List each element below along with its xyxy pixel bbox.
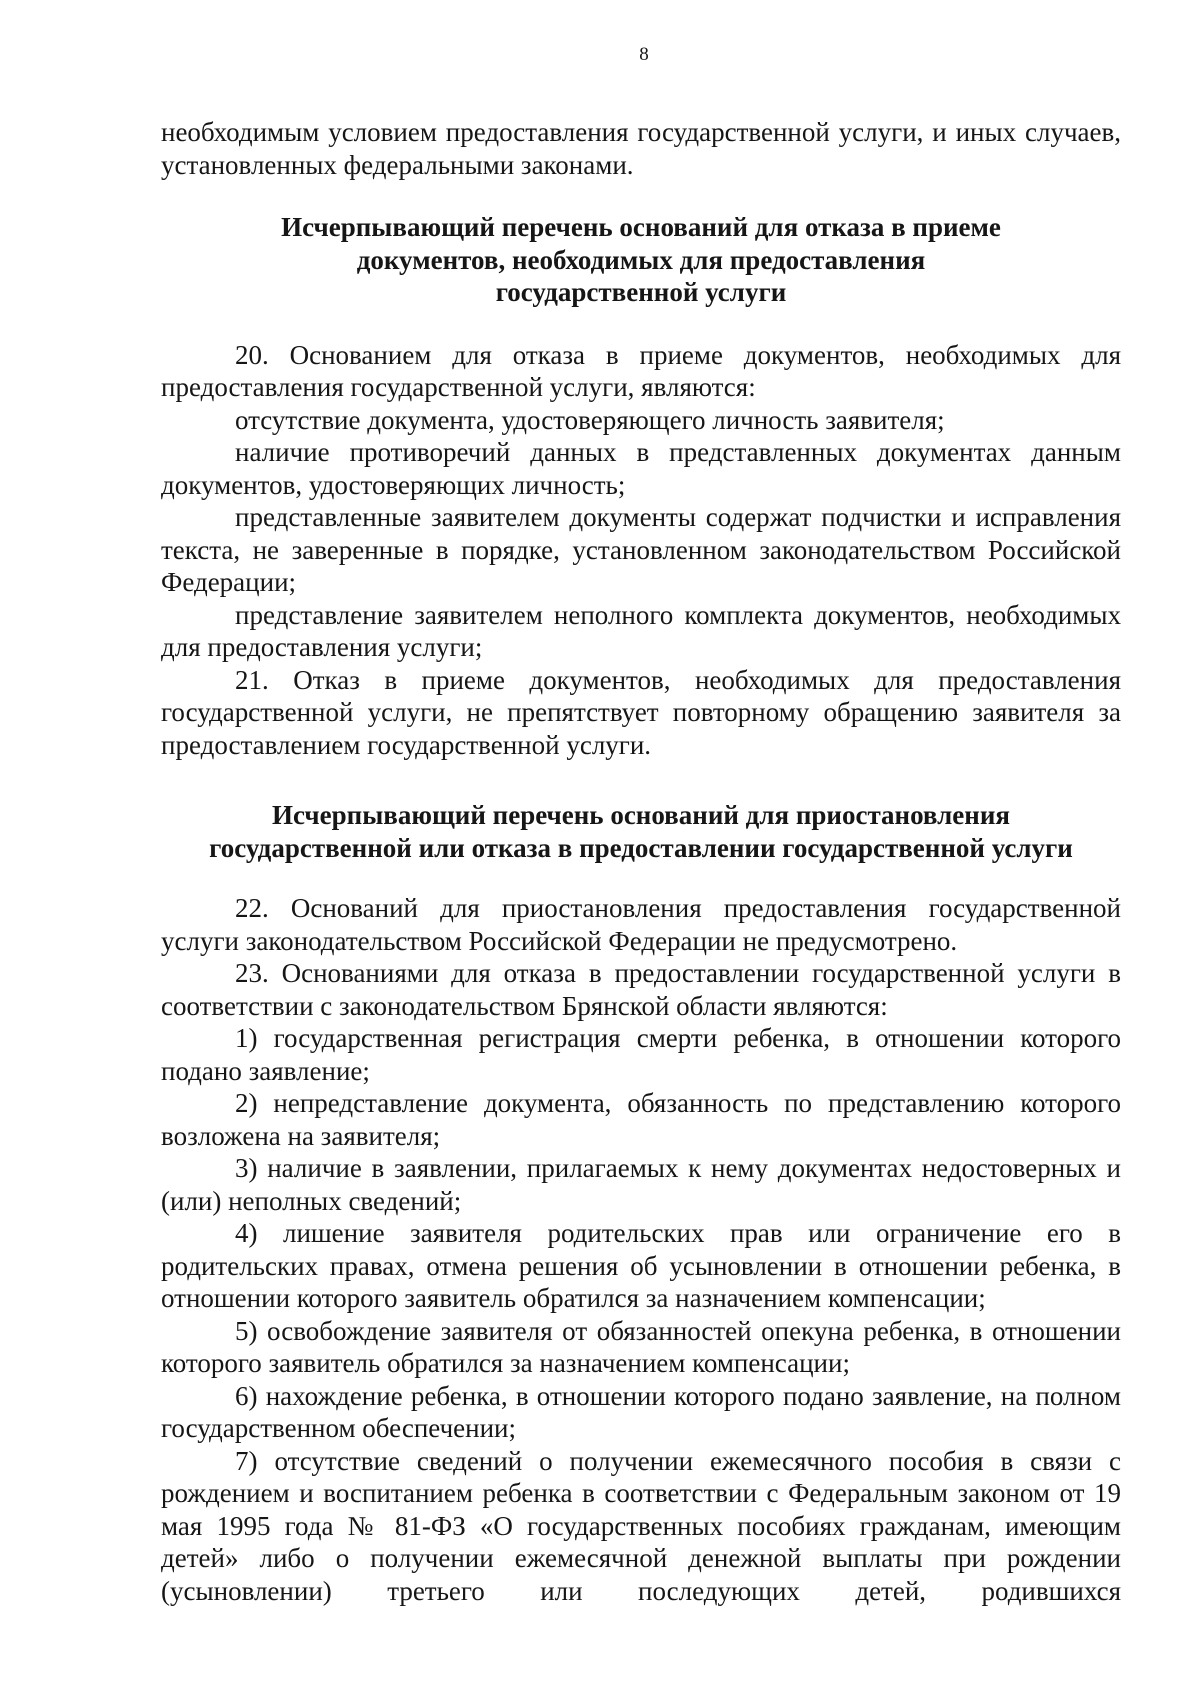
paragraph-20: 20. Основанием для отказа в приеме документов, необходимых для предоставления государственной услуги, являются: <box>161 339 1121 402</box>
list-item: 7) отсутствие сведений о получении ежемесячного пособия в связи с рождением и воспитанием ребенка в соответствии с Федеральным законом от 19 мая 1995 года № 81-ФЗ «О государственных пособиях гражданам, имеющим детей» либо о получении ежемесячной денежной выплаты при рождении (усыновлении) третьего или последующих детей, родившихся <box>161 1445 1121 1606</box>
list-item: 6) нахождение ребенка, в отношении которого подано заявление, на полном государственном обеспечении; <box>161 1380 1121 1443</box>
paragraph-21: 21. Отказ в приеме документов, необходимых для предоставления государственной услуги, не препятствует повторному обращению заявителя за предоставлением государственной услуги. <box>161 664 1121 760</box>
list-item: отсутствие документа, удостоверяющего личность заявителя; <box>235 404 945 435</box>
list-item: 2) непредставление документа, обязанность по представлению которого возложена на заявителя; <box>161 1088 1121 1151</box>
section-heading-suspension-refusal <box>161 799 1121 864</box>
paragraph-23: 23. Основаниями для отказа в предоставлении государственной услуги в соответствии с законодательством Брянской области являются: <box>161 958 1121 1021</box>
page-number: 8 <box>639 44 649 65</box>
section-heading-refusal-acceptance <box>161 211 1121 309</box>
heading-line: государственной или отказа в предоставлении государственной услуги <box>209 832 1073 863</box>
heading-line: документов, необходимых для предоставления <box>356 244 926 275</box>
intro-paragraph: необходимым условием предоставления государственной услуги, и иных случаев, установленных федеральными законами. <box>161 117 1121 180</box>
document-body <box>161 116 1121 1607</box>
list-item: 1) государственная регистрация смерти ребенка, в отношении которого подано заявление; <box>161 1023 1121 1086</box>
list-item: представление заявителем неполного комплекта документов, необходимых для предоставления услуги; <box>161 599 1121 662</box>
heading-line: государственной услуги <box>495 277 787 307</box>
heading-line: Исчерпывающий перечень оснований для отказа в приеме <box>281 212 1001 242</box>
paragraph-22: 22. Оснований для приостановления предоставления государственной услуги законодательством Российской Федерации не предусмотрено. <box>161 893 1121 956</box>
list-item: 4) лишение заявителя родительских прав или ограничение его в родительских правах, отмена решения об усыновлении в отношении ребенка, в отношении которого заявитель обратился за назначением компенсации; <box>161 1218 1121 1313</box>
list-item: 3) наличие в заявлении, прилагаемых к нему документах недостоверных и (или) неполных сведений; <box>161 1153 1121 1216</box>
heading-line: Исчерпывающий перечень оснований для приостановления <box>271 800 1011 830</box>
list-item: представленные заявителем документы содержат подчистки и исправления текста, не заверенные в порядке, установленном законодательством Российской Федерации; <box>161 502 1121 597</box>
list-item: 5) освобождение заявителя от обязанностей опекуна ребенка, в отношении которого заявитель обратился за назначением компенсации; <box>161 1315 1121 1378</box>
list-item: наличие противоречий данных в представленных документах данным документов, удостоверяющих личность; <box>161 437 1121 500</box>
